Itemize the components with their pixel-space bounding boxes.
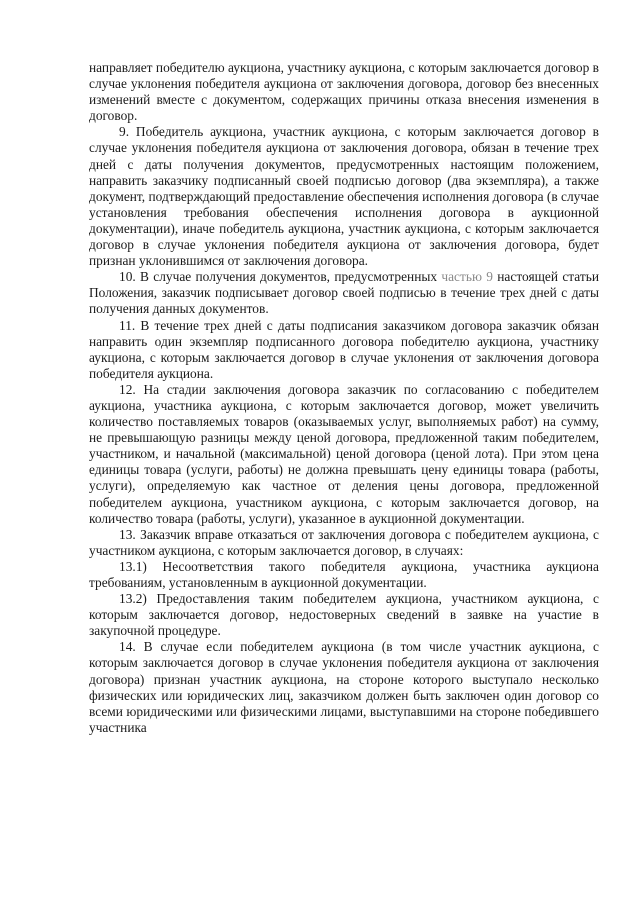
paragraph-10-part-1: 10. В случае получения документов, предусмотренных: [119, 269, 442, 285]
paragraph-12: 12. На стадии заключения договора заказчик по согласованию с победителем аукциона, участника аукциона, с которым заключается договор, может увеличить количество поставляемых товаров (оказываемых услуг, выполняемых работ) на сумму, не превышающую разницы между ценой договора, предложенной таким победителем, участником, и начальной (максимальной) ценой договора (ценой лота). При этом цена единицы товара (услуги, работы) не должна превышать цену единицы товара (работы, услуги), определяемую как частное от деления цены договора, предложенной победителем аукциона, участником аукциона, с которым заключается договор, на количество товара (работы, услуги), указанное в аукционной документации.: [89, 381, 599, 526]
paragraph-9: 9. Победитель аукциона, участник аукциона, с которым заключается договор в случае уклонения победителя аукциона от заключения договора, обязан в течение трех дней с даты получения документов, предусмотренных настоящим положением, направить заказчику подписанный своей подписью договор (два экземпляра), а также документ, подтверждающий предоставление обеспечения исполнения договора (в случае установления требования обеспечения исполнения договора в аукционной документации), иначе победитель аукциона, участник аукциона, с которым заключается договор в случае уклонения победителя аукциона от заключения договора, будет признан уклонившимся от заключения договора.: [89, 124, 599, 269]
paragraph-13-1: 13.1) Несоответствия такого победителя аукциона, участника аукциона требованиям, установленным в аукционной документации.: [89, 558, 599, 590]
reference-link: частью 9: [441, 269, 493, 285]
paragraph-11: 11. В течение трех дней с даты подписания заказчиком договора заказчик обязан направить один экземпляр подписанного договора победителю аукциона, участнику аукциона, с которым заключается договор в случае уклонения от заключения договора победителя аукциона.: [89, 317, 599, 381]
paragraph-continuation: направляет победителю аукциона, участнику аукциона, с которым заключается договор в случае уклонения победителя аукциона от заключения договора, договор без внесенных изменений вместе с документом, содержащих причины отказа внесения изменения в договор.: [89, 60, 599, 124]
paragraph-13: 13. Заказчик вправе отказаться от заключения договора с победителем аукциона, с участником аукциона, с которым заключается договор, в случаях:: [89, 526, 599, 558]
document-body: [89, 60, 599, 736]
paragraph-10: [89, 269, 599, 317]
paragraph-10-part-2: настоящей статьи Положения, заказчик подписывает договор своей подписью в течение трех дней с даты получения данных документов.: [89, 269, 599, 317]
paragraph-13-2: 13.2) Предоставления таким победителем аукциона, участником аукциона, с которым заключается договор, недостоверных сведений в заявке на участие в закупочной процедуре.: [89, 591, 599, 639]
paragraph-14: 14. В случае если победителем аукциона (в том числе участник аукциона, с которым заключается договор в случае уклонения победителя аукциона от заключения договора) признан участник аукциона, на стороне которого выступало несколько физических или юридических лиц, заказчиком должен быть заключен один договор со всеми юридическими или физическими лицами, выступавшими на стороне победившего участника: [89, 639, 599, 735]
